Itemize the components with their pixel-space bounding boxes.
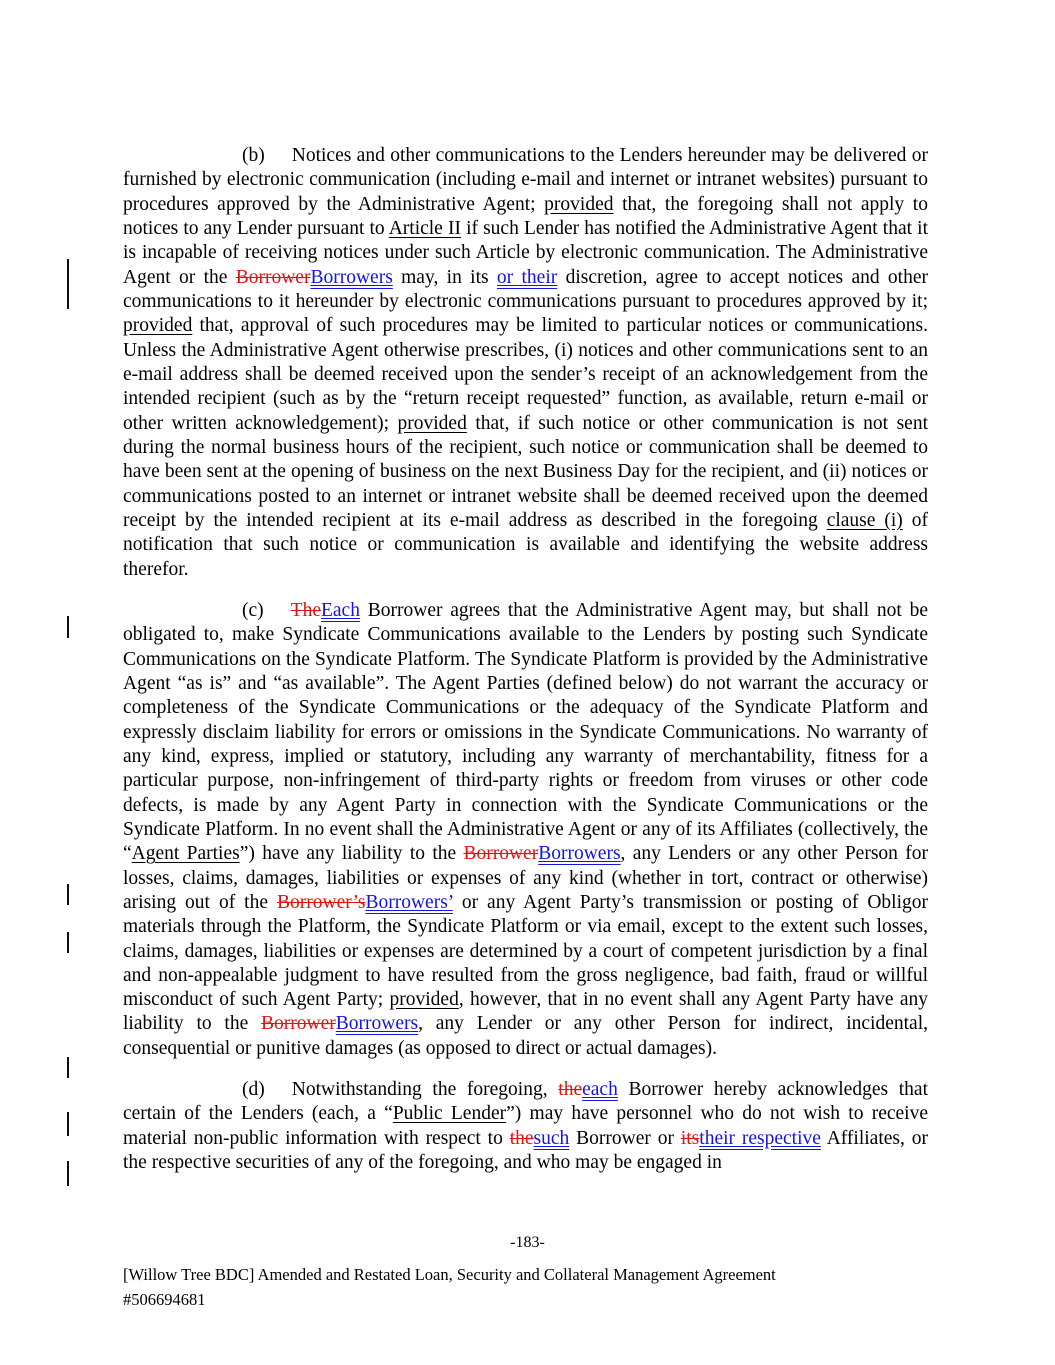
paragraph [123,144,933,582]
body-text: Borrower agrees that the Administrative Agent may, but shall not be obligated to, make Syndicate Communications available to the Lenders by posting such Syndicate Communications on the Syndicate Platform. The Syndicate Platform is provided by the Administrative Agent “as is” and “as available”. The Agent Parties (defined below) do not warrant the accuracy or completeness of the Syndicate Communications or the adequacy of the Syndicate Platform and expressly disclaim liability for errors or omissions in the Syndicate Communications. No warranty of any kind, express, implied or statutory, including any warranty of merchantability, fitness for a particular purpose, non-infringement of third-party rights or freedom from viruses or other code defects, is made by any Agent Party in connection with the Syndicate Communications or the Syndicate Platform. In no event shall the Administrative Agent or any of its Affiliates (collectively, the “ [123,599,933,865]
inserted-text: Borrowers [335,1013,419,1035]
inserted-text: Borrowers’ [365,891,453,913]
body-text: ”) have any liability to the [239,843,464,865]
footer-title-line: [Willow Tree BDC] Amended and Restated Loan, Security and Collateral Management Agreement [123,1265,776,1284]
body-text: may, in its [392,266,497,288]
deleted-text: Borrower’s [277,891,366,913]
inserted-text: or their [496,266,558,288]
deleted-text: The [290,599,321,621]
body-text: or any Agent Party’s transmission or posting of Obligor materials through the Platform, the Syndicate Platform or via email, except to the extent such losses, claims, damages, liabilities or expenses are determined by a court of competent jurisdiction by a final and non-appealable judgment to have resulted from the gross negligence, bad faith, fraud or willful misconduct of such Agent Party; [123,891,933,1011]
inserted-text: such [533,1127,570,1149]
deleted-text: the [509,1127,534,1149]
deleted-text: Borrower [463,843,539,865]
underlined-text: provided [397,412,467,434]
paragraph [123,599,933,1061]
body-text: ”) may have personnel who do not wish to receive material non-public information with respect to [123,1103,933,1149]
body-text: , any Lender or any other Person for indirect, incidental, consequential or punitive damages (as opposed to direct or actual damages). [123,1013,933,1059]
paragraph-label: (c) [242,599,264,621]
underlined-text: Agent Parties [131,843,240,865]
inserted-text: each [582,1079,618,1101]
change-bar [67,616,69,638]
underlined-text: Public Lender [392,1103,507,1125]
body-text: Borrower or [569,1127,681,1149]
change-bar [67,884,69,905]
paragraph-label: (b) [242,145,265,166]
body-text: , however, that in no event shall any Agent Party have any liability to the [123,989,933,1035]
footer-document-id: #506694681 [123,1290,206,1309]
underlined-text: clause (i) [826,509,903,531]
deleted-text: Borrower [261,1013,336,1035]
document-footer [123,1262,928,1312]
body-text: that, if such notice or other communication is not sent during the normal business hours of the recipient, such notice or communication shall be deemed to have been sent at the opening of business on the next Business Day for the recipient, and (ii) notices or communications posted to an internet or intranet website shall be deemed received upon the deemed receipt by the intended recipient at its e-mail address as described in the foregoing [123,412,933,531]
change-bar [67,1057,69,1078]
inserted-text: their respective [699,1127,821,1149]
body-text: discretion, agree to accept notices and other communications to it hereunder by electronic communications pursuant to procedures approved by it; [123,266,933,312]
underlined-text: provided [389,989,459,1011]
deleted-text: the [558,1079,583,1101]
body-text: Affiliates, or the respective securities of any of the foregoing, and who may be engaged in [123,1127,933,1174]
underlined-text: provided [544,193,614,215]
body-text: of notification that such notice or communication is available and identifying the website address therefor. [123,509,933,580]
body-text: Notwithstanding the foregoing, [291,1079,559,1101]
body-text: Borrower hereby acknowledges that certain of the Lenders (each, a “ [123,1079,933,1125]
change-bar [67,1112,69,1136]
underlined-text: Article II [388,217,461,239]
inserted-text: Borrowers [538,843,621,865]
inserted-text: Each [320,599,360,621]
change-bar [67,1161,69,1186]
deleted-text: Borrower [235,266,311,288]
paragraph-label: (d) [242,1079,265,1101]
paragraph [123,1078,933,1175]
body-text: Notices and other communications to the Lenders hereunder may be delivered or furnished by electronic communication (including e-mail and internet or intranet websites) pursuant to procedures approved by the Administrative Agent; [123,145,933,215]
body-text: that, the foregoing shall not apply to notices to any Lender pursuant to [123,193,933,239]
deleted-text: its [680,1127,700,1149]
body-text: that, approval of such procedures may be limited to particular notices or communications. Unless the Administrative Agent otherwise prescribes, (i) notices and other communications sent to an e-mail address shall be deemed received upon the sender’s receipt of an acknowledgement from the intended recipient (such as by the “return receipt requested” function, as available, return e-mail or other written acknowledgement); [123,315,933,434]
underlined-text: provided [123,315,193,337]
inserted-text: Borrowers [310,266,393,288]
document-body [123,144,933,1175]
body-text: , any Lenders or any other Person for losses, claims, damages, liabilities or expenses of any kind (whether in tort, contract or otherwise) arising out of the [123,843,933,913]
body-text: if such Lender has notified the Administrative Agent that it is incapable of receiving notices under such Article by electronic communication. The Administrative Agent or the [123,217,933,288]
change-bar [67,932,69,953]
page-number: -183- [510,1234,545,1251]
change-bar [67,259,69,309]
